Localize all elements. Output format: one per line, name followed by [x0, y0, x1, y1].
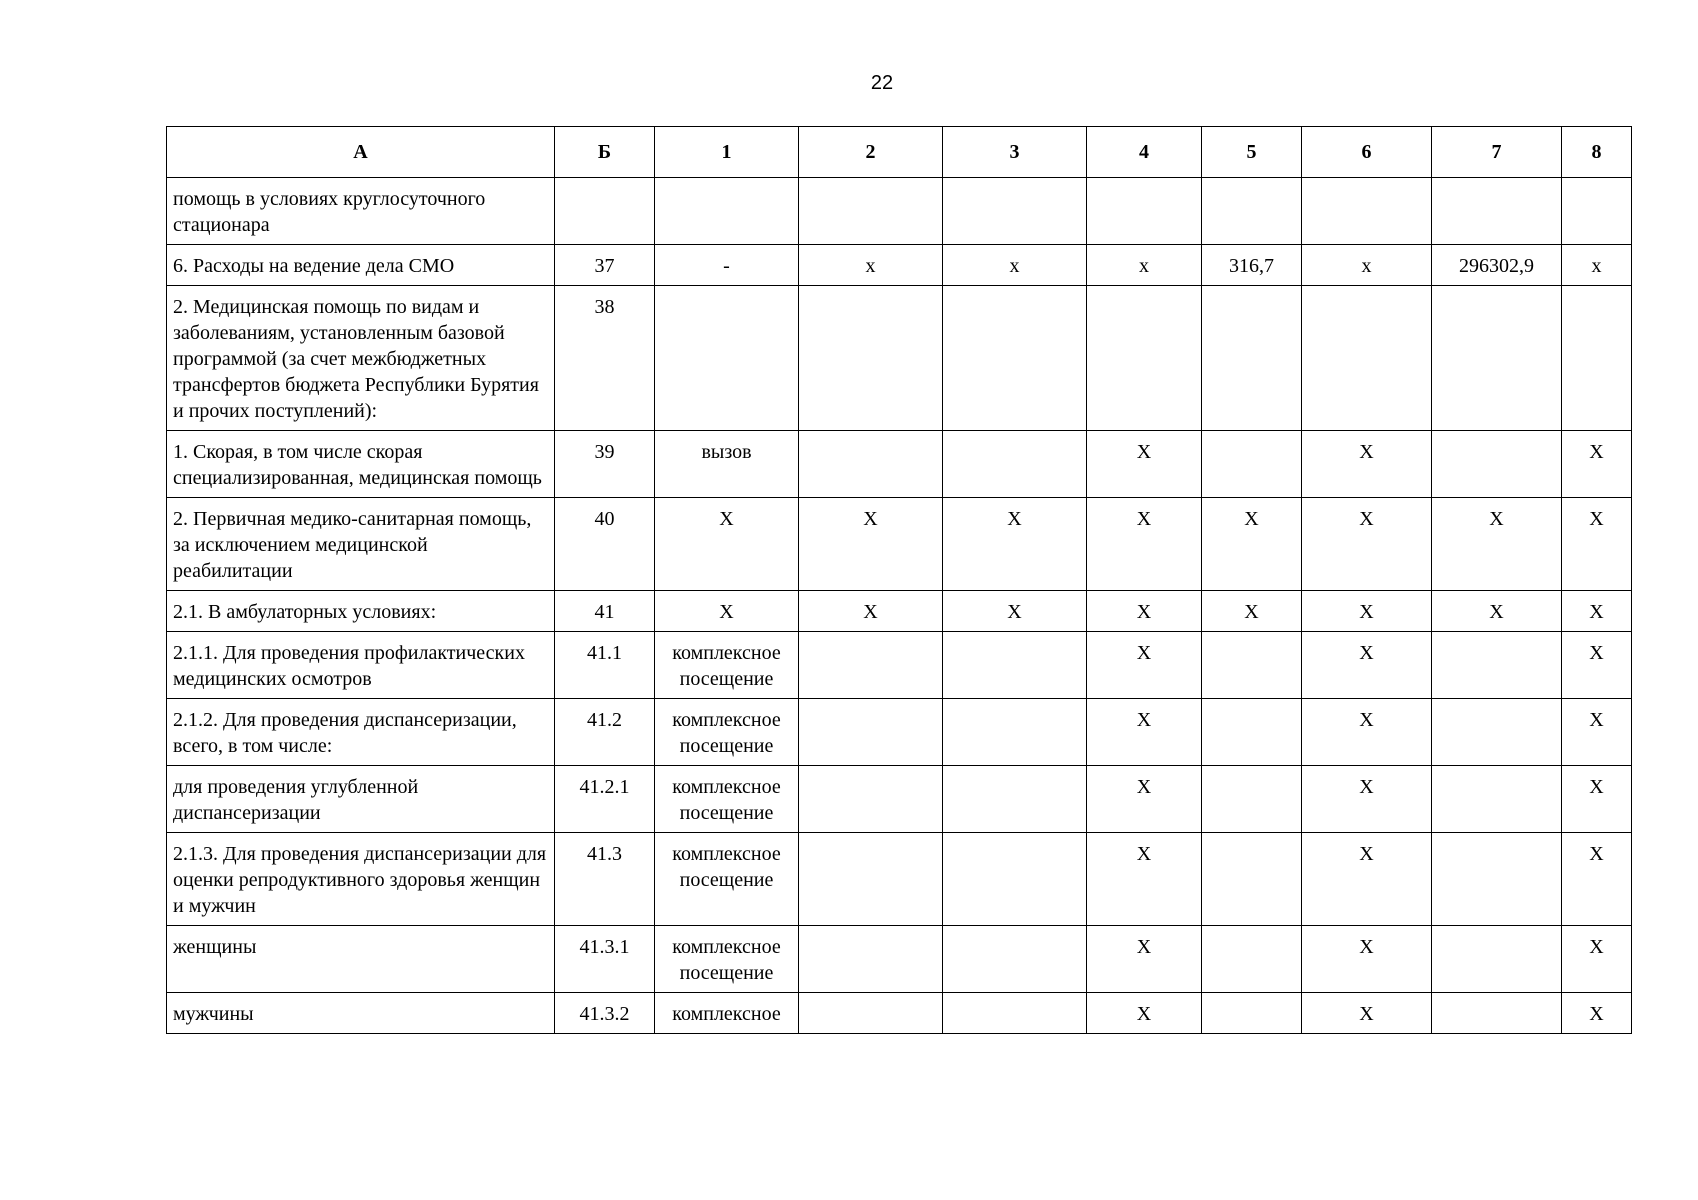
table-cell: Х — [799, 591, 943, 632]
table-cell — [799, 431, 943, 498]
table-cell: 296302,9 — [1432, 245, 1562, 286]
row-label-cell: женщины — [167, 926, 555, 993]
table-row — [167, 632, 1632, 699]
row-code-cell: 38 — [555, 286, 655, 431]
table-cell — [1432, 766, 1562, 833]
table-cell: Х — [1302, 591, 1432, 632]
table-cell — [943, 431, 1087, 498]
table-cell: Х — [1087, 926, 1202, 993]
table-cell: Х — [1087, 498, 1202, 591]
table-cell — [1302, 286, 1432, 431]
table-cell — [1202, 926, 1302, 993]
table-cell: Х — [1432, 591, 1562, 632]
table-cell: Х — [1562, 833, 1632, 926]
table-cell — [1202, 286, 1302, 431]
row-label-cell: 2. Медицинская помощь по видам и заболеваниям, установленным базовой программой (за счет межбюджетных трансфертов бюджета Республики Бурятия и прочих поступлений): — [167, 286, 555, 431]
table-cell: - — [655, 245, 799, 286]
table-cell — [943, 178, 1087, 245]
table-cell — [943, 926, 1087, 993]
row-label-cell: помощь в условиях круглосуточного стационара — [167, 178, 555, 245]
table-cell — [1562, 178, 1632, 245]
table-row — [167, 498, 1632, 591]
table-cell: комплексное — [655, 993, 799, 1034]
row-label-cell: 6. Расходы на ведение дела СМО — [167, 245, 555, 286]
table-cell: Х — [799, 498, 943, 591]
table-cell — [1432, 286, 1562, 431]
row-code-cell: 41.3.1 — [555, 926, 655, 993]
row-label-cell: для проведения углубленной диспансеризации — [167, 766, 555, 833]
table-cell — [799, 632, 943, 699]
table-cell — [1087, 178, 1202, 245]
table-cell — [943, 286, 1087, 431]
table-cell: Х — [1562, 766, 1632, 833]
table-cell — [943, 699, 1087, 766]
row-label-cell: 2.1.3. Для проведения диспансеризации для оценки репродуктивного здоровья женщин и мужчин — [167, 833, 555, 926]
header-cell: 1 — [655, 127, 799, 178]
table-row — [167, 245, 1632, 286]
table-cell: Х — [1087, 632, 1202, 699]
table-cell — [799, 926, 943, 993]
row-code-cell: 37 — [555, 245, 655, 286]
table-cell: Х — [1562, 926, 1632, 993]
table-cell: комплексное посещение — [655, 833, 799, 926]
table-cell: х — [1087, 245, 1202, 286]
header-cell: 2 — [799, 127, 943, 178]
table-cell — [1432, 833, 1562, 926]
table-cell: х — [1562, 245, 1632, 286]
header-cell: 7 — [1432, 127, 1562, 178]
table-cell — [943, 766, 1087, 833]
row-label-cell: 2. Первичная медико-санитарная помощь, за исключением медицинской реабилитации — [167, 498, 555, 591]
table-row — [167, 591, 1632, 632]
table-cell: Х — [1087, 833, 1202, 926]
table-cell: Х — [1562, 498, 1632, 591]
row-code-cell: 40 — [555, 498, 655, 591]
table-cell: х — [1302, 245, 1432, 286]
row-label-cell: 1. Скорая, в том числе скорая специализированная, медицинская помощь — [167, 431, 555, 498]
table-cell — [1202, 833, 1302, 926]
row-code-cell: 41.3 — [555, 833, 655, 926]
table-cell: х — [799, 245, 943, 286]
table-cell: Х — [655, 498, 799, 591]
table-cell — [799, 993, 943, 1034]
table-cell — [1302, 178, 1432, 245]
table-cell: Х — [655, 591, 799, 632]
table-row — [167, 286, 1632, 431]
row-code-cell: 41.2 — [555, 699, 655, 766]
table-cell — [799, 699, 943, 766]
table-cell — [1202, 993, 1302, 1034]
table-cell: Х — [1302, 993, 1432, 1034]
row-label-cell: 2.1. В амбулаторных условиях: — [167, 591, 555, 632]
table-cell — [943, 632, 1087, 699]
table-cell: Х — [1562, 993, 1632, 1034]
table-cell: комплексное посещение — [655, 766, 799, 833]
table-cell: Х — [1432, 498, 1562, 591]
table-cell: Х — [1562, 632, 1632, 699]
header-cell: 6 — [1302, 127, 1432, 178]
table-cell: Х — [1087, 993, 1202, 1034]
table-cell — [655, 178, 799, 245]
table-cell — [799, 286, 943, 431]
table-cell — [943, 833, 1087, 926]
table-row — [167, 993, 1632, 1034]
table-cell — [1432, 993, 1562, 1034]
table-cell: х — [943, 245, 1087, 286]
table-cell: Х — [1302, 632, 1432, 699]
row-code-cell: 41.3.2 — [555, 993, 655, 1034]
table-cell — [1432, 178, 1562, 245]
table-cell: Х — [1562, 699, 1632, 766]
table-cell: Х — [1562, 431, 1632, 498]
table-row — [167, 926, 1632, 993]
table-cell: Х — [943, 591, 1087, 632]
row-code-cell: 41.2.1 — [555, 766, 655, 833]
table-cell: Х — [1087, 699, 1202, 766]
table-cell — [1432, 926, 1562, 993]
table-cell — [1087, 286, 1202, 431]
table-cell: 316,7 — [1202, 245, 1302, 286]
table-cell — [1432, 699, 1562, 766]
table-cell — [1202, 699, 1302, 766]
table-cell: Х — [1302, 699, 1432, 766]
header-cell: 8 — [1562, 127, 1632, 178]
table-cell — [943, 993, 1087, 1034]
table-row — [167, 699, 1632, 766]
table-cell — [1202, 178, 1302, 245]
table-cell — [1202, 766, 1302, 833]
table-cell: Х — [1302, 431, 1432, 498]
table-cell: Х — [1087, 766, 1202, 833]
table-cell: комплексное посещение — [655, 632, 799, 699]
page-number: 22 — [870, 72, 894, 94]
table-cell: Х — [943, 498, 1087, 591]
table-cell: Х — [1302, 766, 1432, 833]
header-cell: А — [167, 127, 555, 178]
table-cell: Х — [1302, 833, 1432, 926]
table-cell: комплексное посещение — [655, 926, 799, 993]
table-cell — [1432, 431, 1562, 498]
table-cell: Х — [1562, 591, 1632, 632]
table-cell: Х — [1087, 431, 1202, 498]
row-label-cell: 2.1.2. Для проведения диспансеризации, всего, в том числе: — [167, 699, 555, 766]
table-cell: Х — [1302, 926, 1432, 993]
row-code-cell — [555, 178, 655, 245]
header-cell: 5 — [1202, 127, 1302, 178]
row-label-cell: 2.1.1. Для проведения профилактических медицинских осмотров — [167, 632, 555, 699]
header-cell: 4 — [1087, 127, 1202, 178]
table-cell: Х — [1087, 591, 1202, 632]
table-cell — [1202, 431, 1302, 498]
row-code-cell: 39 — [555, 431, 655, 498]
table-cell: Х — [1202, 498, 1302, 591]
table-cell: Х — [1302, 498, 1432, 591]
table-cell: комплексное посещение — [655, 699, 799, 766]
table-cell — [1432, 632, 1562, 699]
header-cell: 3 — [943, 127, 1087, 178]
table-header-row — [167, 127, 1632, 178]
table-cell — [799, 178, 943, 245]
table-cell: вызов — [655, 431, 799, 498]
table-cell: Х — [1202, 591, 1302, 632]
table-cell — [1202, 632, 1302, 699]
table-row — [167, 833, 1632, 926]
table-cell — [799, 833, 943, 926]
table-cell — [655, 286, 799, 431]
row-label-cell: мужчины — [167, 993, 555, 1034]
table-row — [167, 431, 1632, 498]
table-cell — [1562, 286, 1632, 431]
table-cell — [799, 766, 943, 833]
table-row — [167, 178, 1632, 245]
row-code-cell: 41.1 — [555, 632, 655, 699]
data-table — [166, 126, 1632, 1034]
table-body — [167, 178, 1632, 1034]
row-code-cell: 41 — [555, 591, 655, 632]
header-cell: Б — [555, 127, 655, 178]
table-row — [167, 766, 1632, 833]
